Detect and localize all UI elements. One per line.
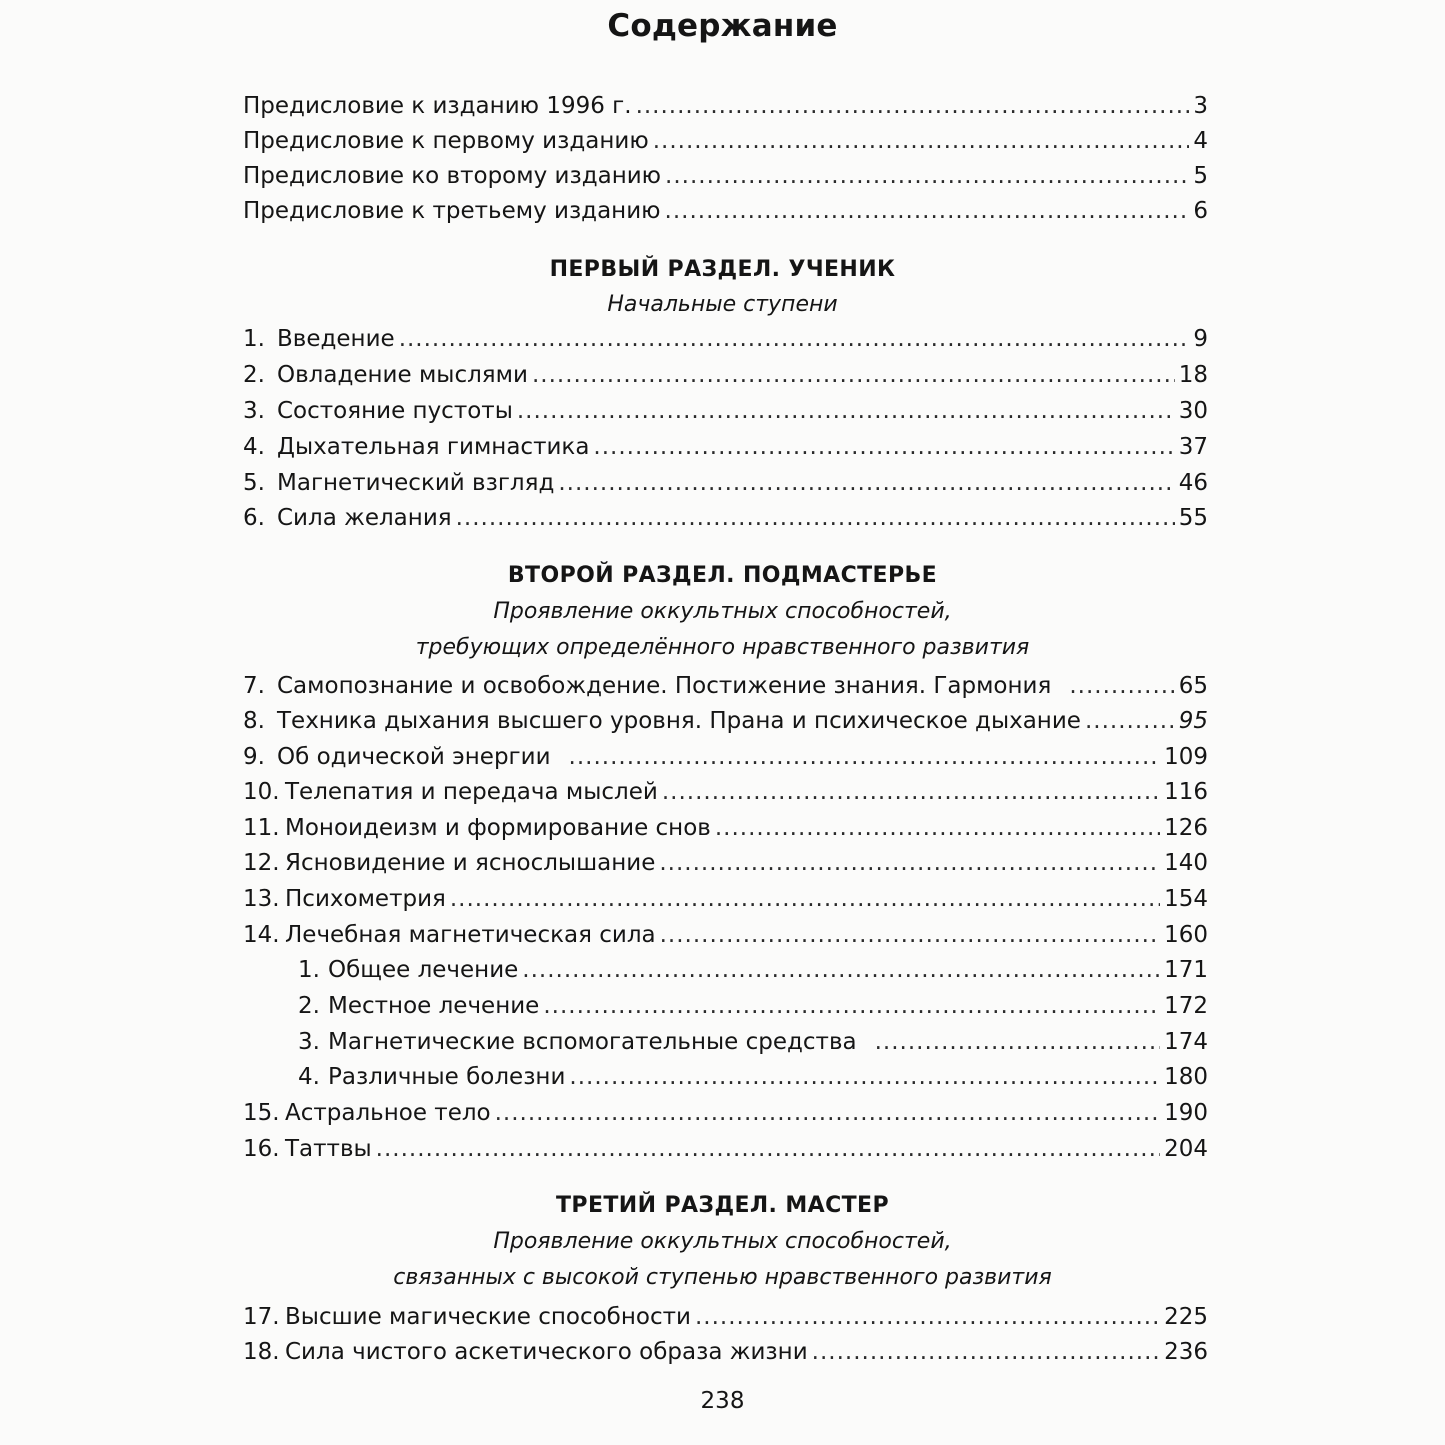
toc-entry-chapter-2[interactable]	[243, 358, 1208, 392]
toc-entry-chapter-8[interactable]	[243, 704, 1208, 738]
toc-entry-number: 11.	[243, 815, 280, 841]
toc-entry-chapter-14[interactable]	[243, 918, 1208, 952]
leader-dots	[522, 953, 1160, 987]
toc-entry-page: 6	[1193, 198, 1208, 224]
toc-entry-label: Дыхательная гимнастика	[277, 434, 590, 460]
leader-dots	[695, 1300, 1160, 1334]
toc-entry-label: Различные болезни	[328, 1064, 566, 1090]
toc-entry-chapter-4[interactable]	[243, 430, 1208, 464]
section-subtitle: Начальные ступени	[607, 292, 838, 317]
toc-entry-page: 174	[1164, 1029, 1208, 1055]
toc-entry-label: Сила чистого аскетического образа жизни	[285, 1339, 808, 1365]
toc-entry-number: 2.	[243, 362, 265, 388]
toc-entry-page: 190	[1164, 1100, 1208, 1126]
toc-entry-chapter-7[interactable]	[243, 669, 1208, 703]
leader-dots	[636, 89, 1190, 123]
leader-dots	[593, 430, 1174, 464]
toc-entry-label: Лечебная магнетическая сила	[285, 922, 656, 948]
section-subtitle-line1: Проявление оккультных способностей,	[493, 1229, 952, 1254]
page-number: 238	[700, 1388, 745, 1414]
toc-entry-chapter-1[interactable]	[243, 322, 1208, 356]
toc-entry-label: Предисловие ко второму изданию	[243, 163, 662, 189]
toc-entry-page: 116	[1164, 779, 1208, 805]
toc-entry-number: 17.	[243, 1304, 280, 1330]
toc-entry-page: 5	[1193, 163, 1208, 189]
toc-entry-number: 4.	[298, 1064, 320, 1090]
leader-dots	[543, 989, 1160, 1023]
toc-entry-label: Состояние пустоты	[277, 398, 513, 424]
toc-entry-page: 37	[1178, 434, 1208, 460]
leader-dots	[665, 194, 1190, 228]
section-subtitle-line2: требующих определённого нравственного развития	[415, 635, 1030, 660]
leader-dots	[1069, 669, 1174, 703]
leader-dots	[569, 740, 1161, 774]
leader-dots	[660, 918, 1160, 952]
toc-entry-chapter-17[interactable]	[243, 1300, 1208, 1334]
toc-entry-preface-1996[interactable]	[243, 89, 1208, 123]
toc-subentry-3[interactable]	[298, 1025, 1208, 1059]
toc-entry-chapter-16[interactable]	[243, 1132, 1208, 1166]
leader-dots	[659, 846, 1160, 880]
toc-entry-label: Предисловие к третьему изданию	[243, 198, 661, 224]
toc-entry-label: Предисловие к первому изданию	[243, 128, 649, 154]
toc-subentry-2[interactable]	[298, 989, 1208, 1023]
toc-entry-page: 172	[1164, 993, 1208, 1019]
toc-entry-label: Магнетический взгляд	[277, 470, 555, 496]
toc-entry-page: 109	[1164, 744, 1208, 770]
toc-entry-number: 1.	[298, 957, 320, 983]
leader-dots	[495, 1096, 1160, 1130]
toc-entry-page: 9	[1193, 326, 1208, 352]
section-heading-apprentice: ВТОРОЙ РАЗДЕЛ. ПОДМАСТЕРЬЕ	[507, 563, 938, 588]
toc-entry-number: 18.	[243, 1339, 280, 1365]
toc-title: Содержание	[607, 8, 838, 44]
toc-entry-chapter-12[interactable]	[243, 846, 1208, 880]
leader-dots	[665, 159, 1189, 193]
toc-entry-number: 3.	[243, 398, 265, 424]
toc-entry-page: 55	[1178, 505, 1208, 531]
toc-entry-label: Овладение мыслями	[277, 362, 528, 388]
toc-entry-number: 12.	[243, 850, 280, 876]
section-heading-master: ТРЕТИЙ РАЗДЕЛ. МАСТЕР	[556, 1193, 889, 1218]
toc-entry-number: 5.	[243, 470, 265, 496]
toc-entry-label: Магнетические вспомогательные средства	[328, 1029, 857, 1055]
toc-entry-page: 160	[1164, 922, 1208, 948]
toc-entry-number: 2.	[298, 993, 320, 1019]
toc-entry-page: 65	[1178, 673, 1208, 699]
toc-entry-chapter-18[interactable]	[243, 1335, 1208, 1369]
leader-dots	[376, 1132, 1160, 1166]
leader-dots	[450, 882, 1160, 916]
toc-entry-page: 30	[1178, 398, 1208, 424]
toc-entry-chapter-11[interactable]	[243, 811, 1208, 845]
toc-entry-page: 171	[1164, 957, 1208, 983]
leader-dots	[875, 1025, 1160, 1059]
leader-dots	[812, 1335, 1160, 1369]
toc-entry-label: Техника дыхания высшего уровня. Прана и психическое дыхание	[277, 708, 1081, 734]
toc-subentry-1[interactable]	[298, 953, 1208, 987]
leader-dots	[715, 811, 1160, 845]
toc-entry-label: Психометрия	[285, 886, 446, 912]
toc-entry-chapter-13[interactable]	[243, 882, 1208, 916]
toc-entry-page: 126	[1164, 815, 1208, 841]
toc-entry-label: Ясновидение и яснослышание	[285, 850, 656, 876]
toc-entry-label: Общее лечение	[328, 957, 519, 983]
toc-entry-number: 14.	[243, 922, 280, 948]
toc-entry-page: 204	[1164, 1136, 1208, 1162]
toc-entry-number: 3.	[298, 1029, 320, 1055]
leader-dots	[456, 501, 1175, 535]
toc-entry-preface-third[interactable]	[243, 194, 1208, 228]
toc-entry-preface-first[interactable]	[243, 124, 1208, 158]
toc-entry-label: Местное лечение	[328, 993, 540, 1019]
toc-entry-page: 180	[1164, 1064, 1208, 1090]
leader-dots	[558, 466, 1174, 500]
toc-entry-chapter-9[interactable]	[243, 740, 1208, 774]
toc-entry-number: 15.	[243, 1100, 280, 1126]
toc-entry-page: 95	[1178, 708, 1208, 734]
toc-entry-page: 154	[1164, 886, 1208, 912]
toc-entry-label: Предисловие к изданию 1996 г.	[243, 93, 632, 119]
section-subtitle-line1: Проявление оккультных способностей,	[493, 599, 952, 624]
toc-entry-label: Телепатия и передача мыслей	[285, 779, 658, 805]
toc-entry-label: Моноидеизм и формирование снов	[285, 815, 711, 841]
toc-entry-number: 16.	[243, 1136, 280, 1162]
leader-dots	[662, 775, 1160, 809]
toc-entry-chapter-3[interactable]	[243, 394, 1208, 428]
leader-dots	[1085, 704, 1175, 738]
toc-entry-number: 1.	[243, 326, 265, 352]
toc-entry-label: Введение	[277, 326, 395, 352]
toc-entry-label: Высшие магические способности	[285, 1304, 691, 1330]
toc-entry-number: 10.	[243, 779, 280, 805]
toc-entry-page: 18	[1178, 362, 1208, 388]
toc-entry-number: 6.	[243, 505, 265, 531]
toc-entry-label: Астральное тело	[285, 1100, 491, 1126]
toc-entry-label: Сила желания	[277, 505, 452, 531]
toc-entry-page: 225	[1164, 1304, 1208, 1330]
toc-entry-chapter-10[interactable]	[243, 775, 1208, 809]
toc-entry-page: 4	[1193, 128, 1208, 154]
toc-entry-label: Об одической энергии	[277, 744, 551, 770]
toc-entry-number: 4.	[243, 434, 265, 460]
leader-dots	[517, 394, 1175, 428]
toc-entry-label: Таттвы	[285, 1136, 372, 1162]
section-heading-student: ПЕРВЫЙ РАЗДЕЛ. УЧЕНИК	[549, 257, 896, 282]
toc-entry-number: 7.	[243, 673, 265, 699]
toc-entry-number: 9.	[243, 744, 265, 770]
toc-entry-number: 13.	[243, 886, 280, 912]
leader-dots	[653, 124, 1190, 158]
toc-entry-preface-second[interactable]	[243, 159, 1208, 193]
toc-entry-page: 140	[1164, 850, 1208, 876]
section-subtitle-line2: связанных с высокой ступенью нравственного развития	[393, 1265, 1052, 1290]
toc-subentry-4[interactable]	[298, 1060, 1208, 1094]
toc-entry-page: 46	[1178, 470, 1208, 496]
leader-dots	[532, 358, 1175, 392]
leader-dots	[399, 322, 1190, 356]
toc-entry-label: Самопознание и освобождение. Постижение знания. Гармония	[277, 673, 1052, 699]
toc-entry-chapter-6[interactable]	[243, 501, 1208, 535]
toc-entry-chapter-15[interactable]	[243, 1096, 1208, 1130]
toc-entry-page: 236	[1164, 1339, 1208, 1365]
toc-entry-number: 8.	[243, 708, 265, 734]
toc-entry-page: 3	[1193, 93, 1208, 119]
toc-entry-chapter-5[interactable]	[243, 466, 1208, 500]
leader-dots	[569, 1060, 1160, 1094]
